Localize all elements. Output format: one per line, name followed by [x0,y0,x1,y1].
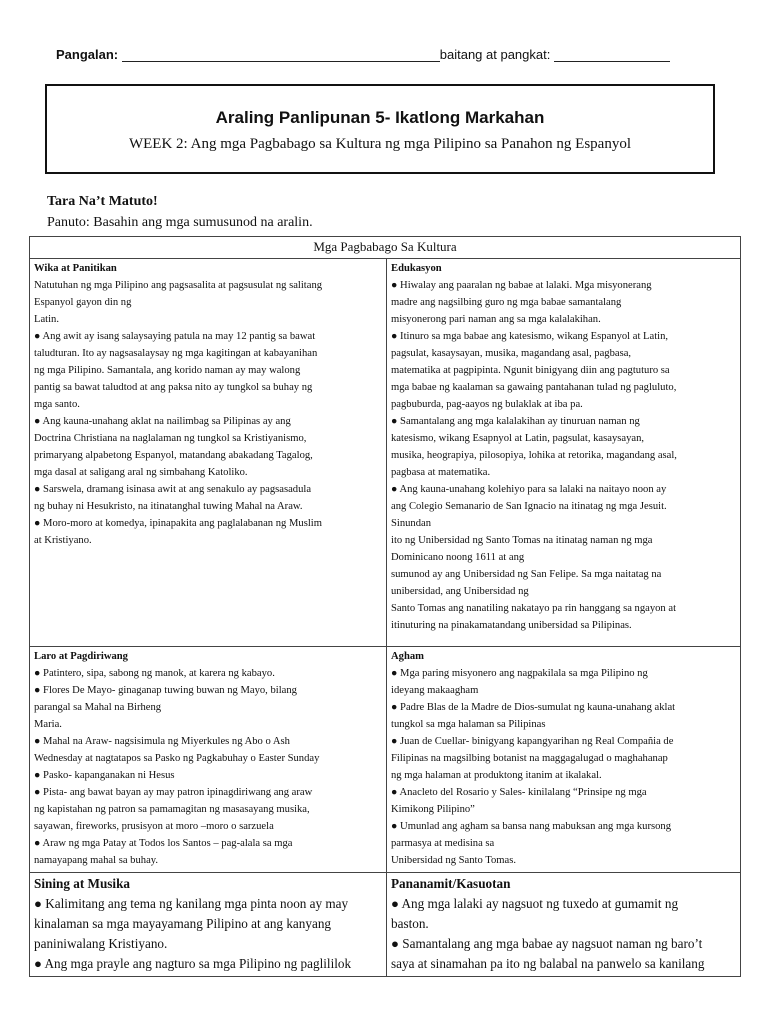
laro-heading: Laro at Pagdiriwang [34,651,128,662]
text-line: ● Umunlad ang agham sa bansa nang mabuksan ang mga kursong [391,821,672,832]
sining-cell [30,873,387,977]
text-line: matematika at pagpipinta. Ngunit binigyang diin ang pagtuturo sa [391,365,670,376]
text-line: ● Ang awit ay isang salaysaying patula na may 12 pantig sa bawat [34,331,316,342]
wika-heading: Wika at Panitikan [34,263,117,274]
text-line: Santo Tomas ang nanatiling nakatayo pa rin hanggang sa ngayon at [391,603,677,614]
text-line: ● Pista- ang bawat bayan ay may patron ipinagdiriwang ang araw [34,787,313,798]
table-header-row [30,237,741,259]
text-line: Espanyol gayon din ng [34,297,132,308]
text-line: Maria. [34,719,62,730]
text-line: ● Ang mga lalaki ay nagsuot ng tuxedo at gumamit ng [391,896,679,911]
text-line: taludturan. Ito ay nagsasalaysay ng mga kagitingan at kabayanihan [34,348,318,359]
text-line: ● Mahal na Araw- nagsisimula ng Miyerkules ng Abo o Ash [34,736,290,747]
text-line: ito ng Unibersidad ng Santo Tomas na itinatag naman ng mga [391,535,653,546]
text-line: katesismo, wikang Esapnyol at Latin, pagsulat, kasaysayan, [391,433,645,444]
text-line: itinuturing na pinakamatandang unibersidad sa Pilipinas. [391,620,632,631]
edukasyon-cell [387,259,741,647]
culture-table [29,236,741,977]
text-line: misyonerong pari naman ang sa mga kalalakihan. [391,314,601,325]
text-line: ● Moro-moro at komedya, ipinapakita ang paglalabanan ng Muslim [34,518,322,529]
text-line: ● Pasko- kapanganakan ni Hesus [34,770,175,781]
text-line: Doctrina Christiana na naglalaman ng tungkol sa Kristiyanismo, [34,433,307,444]
text-line: sayawan, fireworks, prusisyon at moro –moro o sarzuela [34,821,274,832]
text-line: namayapang mahal sa buhay. [34,855,159,866]
text-line: kinalaman sa mga mayayamang Pilipino at ang kanyang [34,916,332,931]
text-line: Natutuhan ng mga Pilipino ang pagsasalita at pagsusulat ng salitang [34,280,323,291]
text-line: ● Mga paring misyonero ang nagpakilala sa mga Pilipino ng [391,668,648,679]
table-row [30,259,741,647]
laro-cell [30,647,387,873]
grade-label: baitang at pangkat: [439,47,551,62]
agham-cell [387,647,741,873]
text-line: ● Ang kauna-unahang kolehiyo para sa lalaki na naitayo noon ay [391,484,667,495]
title-box [45,84,715,174]
text-line: ● Padre Blas de la Madre de Dios-sumulat ng kauna-unahang aklat [391,702,676,713]
text-line: at Kristiyano. [34,535,92,546]
sining-lines [34,894,382,974]
text-line: ● Anacleto del Rosario y Sales- kinilalang “Prinsipe ng mga [391,787,647,798]
agham-lines [391,665,736,869]
page-title: Araling Panlipunan 5- Ikatlong Markahan [215,108,545,127]
text-line: ng mga halaman at produktong itanim at ikalakal. [391,770,602,781]
text-line: Latin. [34,314,60,325]
text-line: ang Colegio Semanario de San Ignacio na itinatag ng mga Jesuit. [391,501,667,512]
table-row [30,873,741,977]
text-line: mga dasal at saligang aral ng simbahang Katoliko. [34,467,248,478]
text-line: pagsulat, kasaysayan, musika, magandang asal, pagbasa, [391,348,632,359]
text-line: musika, heograpiya, pilosopiya, lohika at retorika, magandang asal, [391,450,677,461]
text-line: baston. [391,916,429,931]
wika-lines [34,277,382,549]
text-line: parmasya at medisina sa [391,838,495,849]
text-line: paniniwalang Kristiyano. [34,936,168,951]
text-line: unibersidad, ang Unibersidad ng [391,586,529,597]
text-line: pagbasa at matematika. [391,467,491,478]
section-heading: Tara Na’t Matuto! [47,194,158,209]
text-line: ● Kalimitang ang tema ng kanilang mga pinta noon ay may [34,896,349,911]
text-line: Filipinas na magsilbing botanist na maggagalugad o maghahanap [391,753,668,764]
wika-cell [30,259,387,647]
name-line [56,47,696,62]
text-line: ng buhay ni Hesukristo, na itinatanghal tuwing Mahal na Araw. [34,501,303,512]
text-line: pagbuburda, pag-aayos ng bulaklak at iba pa. [391,399,583,410]
agham-heading: Agham [391,651,424,662]
text-line: ● Patintero, sipa, sabong ng manok, at karera ng kabayo. [34,668,275,679]
edukasyon-heading: Edukasyon [391,263,442,274]
text-line: mga babae ng kaalaman sa gawaing pantahanan tulad ng pagluluto, [391,382,677,393]
laro-lines [34,665,382,869]
text-line: Sinundan [391,518,432,529]
table-title: Mga Pagbabago Sa Kultura [30,237,741,259]
sining-heading: Sining at Musika [34,876,131,891]
text-line: parangal sa Mahal na Birheng [34,702,162,713]
text-line: ● Itinuro sa mga babae ang katesismo, wikang Espanyol at Latin, [391,331,669,342]
text-line: ● Flores De Mayo- ginaganap tuwing buwan ng Mayo, bilang [34,685,297,696]
text-line: madre ang nagsilbing guro ng mga babae samantalang [391,297,622,308]
text-line: ● Juan de Cuellar- binigyang kapangyarihan ng Real Compañia de [391,736,674,747]
text-line: tungkol sa mga halaman sa Pilipinas [391,719,546,730]
text-line: mga santo. [34,399,80,410]
week-title: WEEK 2: Ang mga Pagbabago sa Kultura ng mga Pilipino sa Panahon ng Espanyol [128,136,631,152]
text-line: ● Sarswela, dramang isinasa awit at ang senakulo ay pagsasadula [34,484,312,495]
text-line: ● Ang kauna-unahang aklat na nailimbag sa Pilipinas ay ang [34,416,291,427]
name-label: Pangalan: [56,47,119,62]
text-line: sumunod ay ang Unibersidad ng San Felipe. Sa mga naitatag na [391,569,662,580]
text-line: ideyang makaagham [391,685,479,696]
text-line: Dominicano noong 1611 at ang [391,552,525,563]
pananamit-cell [387,873,741,977]
table-row [30,647,741,873]
text-line: primaryang alpabetong Espanyol, matandang abakadang Tagalog, [34,450,313,461]
text-line: ● Ang mga prayle ang nagturo sa mga Pilipino ng paglililok [34,956,352,971]
pananamit-heading: Pananamit/Kasuotan [391,876,511,891]
text-line: Wednesday at nagtatapos sa Pasko ng Pagkabuhay o Easter Sunday [34,753,320,764]
text-line: ● Samantalang ang mga kalalakihan ay tinuruan naman ng [391,416,640,427]
instruction-text: Panuto: Basahin ang mga sumusunod na aralin. [47,215,313,230]
text-line: Kimikong Pilipino” [391,804,475,815]
pananamit-lines [391,894,736,974]
text-line: ng mga Pilipino. Samantala, ang korido naman ay may walong [34,365,301,376]
text-line: Unibersidad ng Santo Tomas. [391,855,516,866]
grade-blank[interactable] [554,48,670,62]
text-line: pantig sa bawat taludtod at ang paksa nito ay tungkol sa buhay ng [34,382,313,393]
edukasyon-lines [391,277,736,634]
text-line: ● Hiwalay ang paaralan ng babae at lalaki. Mga misyonerang [391,280,652,291]
text-line: ● Samantalang ang mga babae ay nagsuot naman ng baro’t [391,936,703,951]
text-line: saya at sinamahan pa ito ng balabal na panwelo sa kanilang [391,956,705,971]
text-line: ● Araw ng mga Patay at Todos los Santos – pag-alala sa mga [34,838,293,849]
text-line: ng kapistahan ng patron sa pamamagitan ng masasayang musika, [34,804,310,815]
name-blank[interactable] [122,48,440,62]
